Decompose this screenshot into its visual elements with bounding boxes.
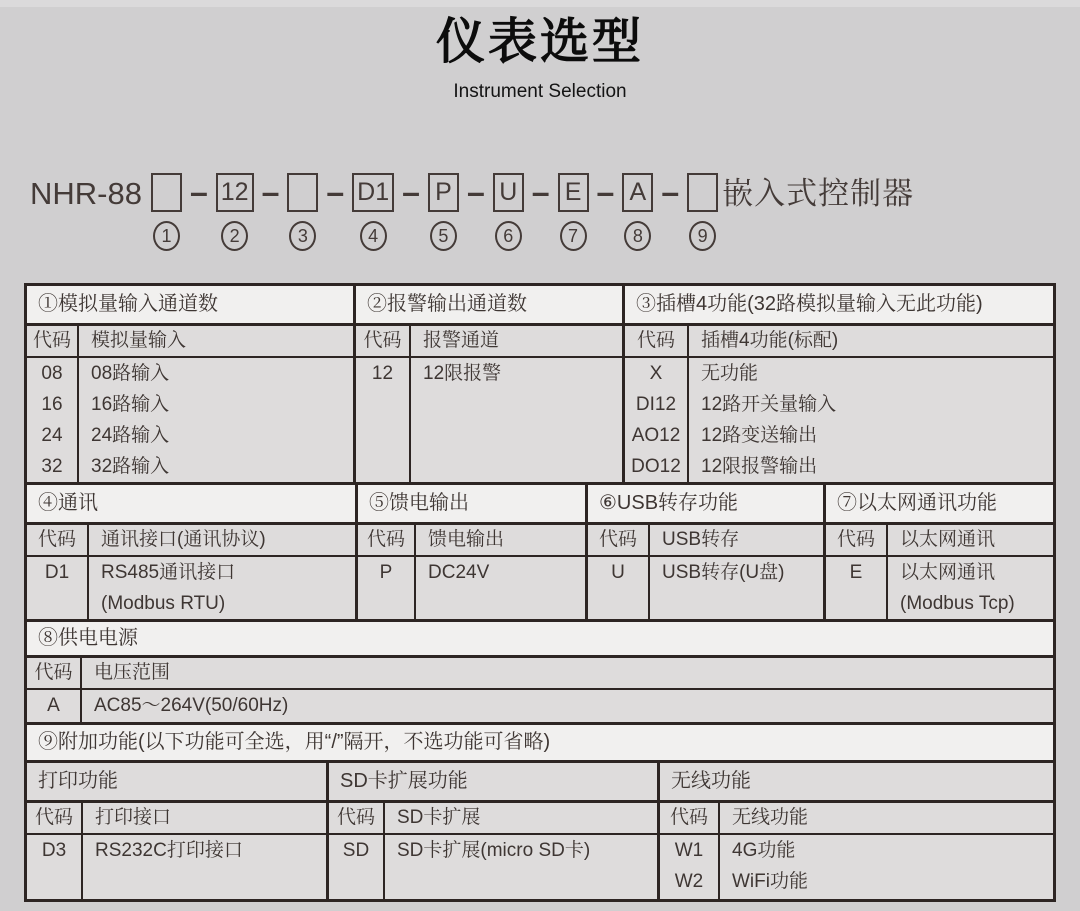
desc-cell: RS232C打印接口: [95, 840, 243, 861]
code-cell: W1: [674, 840, 704, 861]
table-rows: [27, 557, 355, 619]
slot-number: 2: [221, 221, 248, 251]
dash-separator: –: [466, 174, 485, 210]
section-slot4-function: [622, 286, 1053, 482]
model-slot-2: [216, 173, 254, 251]
code-column: [826, 557, 888, 619]
code-cell: 08: [41, 363, 63, 384]
section-title: ⑨附加功能(以下功能可全选，用“/”隔开，不选功能可省略): [27, 725, 1053, 760]
code-column: [625, 358, 689, 482]
table-rows: [826, 557, 1053, 619]
desc-header: SD卡扩展: [397, 807, 481, 828]
code-column: [358, 557, 416, 619]
desc-column: [720, 835, 1053, 899]
model-slot-box: P: [428, 173, 459, 212]
code-cell: P: [379, 562, 393, 583]
model-slot-box: D1: [352, 173, 394, 212]
desc-cell: (Modbus Tcp): [900, 593, 1015, 614]
code-header: 代码: [826, 525, 888, 555]
table-rows: [27, 690, 1053, 722]
section-title: SD卡扩展功能: [329, 763, 657, 803]
slot-number: 7: [560, 221, 587, 251]
desc-cell: WiFi功能: [732, 871, 808, 892]
model-slot-box: E: [558, 173, 589, 212]
table-rows: [27, 358, 353, 482]
section-title: 无线功能: [660, 763, 1053, 803]
dash-separator: –: [261, 174, 280, 210]
section-title: ②报警输出通道数: [356, 286, 622, 326]
desc-column: [416, 557, 585, 619]
desc-column: [689, 358, 1053, 482]
dash-separator: –: [531, 174, 550, 210]
code-cell: AO12: [631, 425, 681, 446]
code-header: 代码: [27, 658, 82, 688]
column-header-row: [27, 525, 355, 557]
desc-column: [888, 557, 1053, 619]
code-column: [588, 557, 650, 619]
model-slot-5: [428, 173, 459, 251]
code-header: 代码: [27, 525, 89, 555]
section-title: ⑦以太网通讯功能: [826, 485, 1053, 525]
desc-column: [79, 358, 353, 482]
code-header: 代码: [329, 803, 385, 833]
code-column: [329, 835, 385, 899]
desc-cell: DC24V: [428, 562, 490, 583]
slot-number: 4: [360, 221, 387, 251]
slot-number: 9: [689, 221, 716, 251]
desc-cell: AC85～264V(50/60Hz): [94, 695, 289, 716]
code-header: 代码: [27, 803, 83, 833]
section-title: ④通讯: [27, 485, 355, 525]
slot-number: 1: [153, 221, 180, 251]
model-slot-8: [622, 173, 653, 251]
desc-header: 打印接口: [95, 807, 172, 828]
code-column: [27, 358, 79, 482]
dash-separator: –: [189, 174, 208, 210]
dash-separator: –: [402, 174, 420, 210]
section-communication: [27, 485, 355, 619]
section-title: ③插槽4功能(32路模拟量输入无此功能): [625, 286, 1053, 326]
model-slot-box: [687, 173, 718, 212]
section-ethernet: [823, 485, 1053, 619]
band-5: [27, 760, 1053, 899]
section-power-supply: [27, 622, 1053, 722]
band-4: [27, 722, 1053, 760]
code-header: 代码: [588, 525, 650, 555]
top-strip: [0, 0, 1080, 7]
section-title: 打印功能: [27, 763, 326, 803]
desc-header: 通讯接口(通讯协议): [101, 529, 266, 550]
desc-cell: 4G功能: [732, 840, 796, 861]
column-header-row: [625, 326, 1053, 358]
band-1: [27, 286, 1053, 482]
desc-cell: SD卡扩展(micro SD卡): [397, 840, 591, 861]
desc-column: [89, 557, 355, 619]
section-power-feed-output: [355, 485, 585, 619]
desc-header: 插槽4功能(标配): [701, 330, 839, 351]
section-analog-input-channels: [27, 286, 353, 482]
section-print-function: [27, 763, 326, 899]
table-rows: [329, 835, 657, 899]
table-rows: [27, 835, 326, 899]
selection-table: [24, 283, 1056, 902]
code-column: [27, 557, 89, 619]
model-slot-box: 12: [216, 173, 254, 212]
desc-cell: (Modbus RTU): [101, 593, 226, 614]
section-additional-functions-note: [27, 725, 1053, 760]
column-header-row: [356, 326, 622, 358]
desc-column: [83, 835, 326, 899]
model-slot-1: [151, 173, 182, 251]
desc-cell: 以太网通讯: [900, 562, 996, 583]
desc-cell: RS485通讯接口: [101, 562, 236, 583]
code-cell: SD: [342, 840, 370, 861]
column-header-row: [588, 525, 823, 557]
desc-cell: 12路变送输出: [701, 425, 818, 446]
desc-header: 电压范围: [94, 662, 171, 683]
code-header: 代码: [625, 326, 689, 356]
column-header-row: [27, 658, 1053, 690]
desc-header: 以太网通讯: [900, 529, 996, 550]
page-header: [0, 12, 1080, 103]
band-3: [27, 619, 1053, 722]
column-header-row: [660, 803, 1053, 835]
column-header-row: [358, 525, 585, 557]
table-rows: [660, 835, 1053, 899]
model-suffix: 嵌入式控制器: [722, 176, 915, 211]
section-alarm-output-channels: [353, 286, 622, 482]
desc-cell: 12限报警输出: [701, 456, 818, 477]
desc-column: [82, 690, 1053, 722]
desc-header: 报警通道: [423, 330, 500, 351]
model-slot-box: [287, 173, 318, 212]
table-rows: [588, 557, 823, 619]
slot-number: 6: [495, 221, 522, 251]
dash-separator: –: [326, 174, 345, 210]
dash-separator: –: [596, 174, 615, 210]
code-cell: 32: [41, 456, 63, 477]
model-slot-box: A: [622, 173, 653, 212]
code-column: [356, 358, 411, 482]
column-header-row: [27, 803, 326, 835]
slot-number: 3: [289, 221, 316, 251]
code-cell: X: [649, 363, 663, 384]
desc-cell: 12限报警: [423, 363, 502, 384]
code-cell: A: [47, 695, 60, 716]
model-slot-6: [493, 173, 524, 251]
model-prefix: NHR-88: [30, 176, 142, 211]
code-cell: DI12: [635, 394, 677, 415]
section-title: ⑧供电电源: [27, 622, 1053, 658]
model-code-line: [30, 173, 914, 251]
table-rows: [356, 358, 622, 482]
desc-cell: 无功能: [701, 363, 759, 384]
table-rows: [625, 358, 1053, 482]
band-2: [27, 482, 1053, 619]
desc-cell: USB转存(U盘): [662, 562, 785, 583]
page-subtitle: Instrument Selection: [453, 81, 627, 102]
section-title: ①模拟量输入通道数: [27, 286, 353, 326]
column-header-row: [27, 326, 353, 358]
model-slot-3: [287, 173, 318, 251]
desc-header: 无线功能: [732, 807, 809, 828]
section-wireless: [657, 763, 1053, 899]
desc-header: 馈电输出: [428, 529, 505, 550]
code-cell: U: [611, 562, 625, 583]
slot-number: 8: [624, 221, 651, 251]
desc-cell: 24路输入: [91, 425, 170, 446]
column-header-row: [329, 803, 657, 835]
model-slot-box: U: [493, 173, 524, 212]
code-cell: 24: [41, 425, 63, 446]
model-slot-7: [558, 173, 589, 251]
model-slot-box: [151, 173, 182, 212]
code-column: [27, 835, 83, 899]
code-header: 代码: [358, 525, 416, 555]
code-header: 代码: [660, 803, 720, 833]
code-cell: 16: [41, 394, 63, 415]
code-column: [27, 690, 82, 722]
desc-cell: 16路输入: [91, 394, 170, 415]
model-slot-9: [687, 173, 718, 251]
section-title: ⑥USB转存功能: [588, 485, 823, 525]
table-rows: [358, 557, 585, 619]
desc-column: [385, 835, 657, 899]
desc-column: [650, 557, 823, 619]
desc-cell: 12路开关量输入: [701, 394, 837, 415]
column-header-row: [826, 525, 1053, 557]
section-usb-transfer: [585, 485, 823, 619]
code-column: [660, 835, 720, 899]
code-cell: DO12: [631, 456, 681, 477]
section-sd-card: [326, 763, 657, 899]
code-cell: E: [849, 562, 863, 583]
section-title: ⑤馈电输出: [358, 485, 585, 525]
desc-cell: 08路输入: [91, 363, 170, 384]
code-cell: D3: [41, 840, 67, 861]
desc-header: USB转存: [662, 529, 740, 550]
code-cell: D1: [44, 562, 70, 583]
code-cell: W2: [674, 871, 704, 892]
model-slot-4: [352, 173, 394, 251]
code-header: 代码: [356, 326, 411, 356]
code-cell: 12: [371, 363, 394, 384]
desc-column: [411, 358, 622, 482]
desc-header: 模拟量输入: [91, 330, 187, 351]
desc-cell: 32路输入: [91, 456, 170, 477]
page-title: 仪表选型: [435, 15, 644, 69]
slot-number: 5: [430, 221, 457, 251]
code-header: 代码: [27, 326, 79, 356]
dash-separator: –: [661, 174, 680, 210]
